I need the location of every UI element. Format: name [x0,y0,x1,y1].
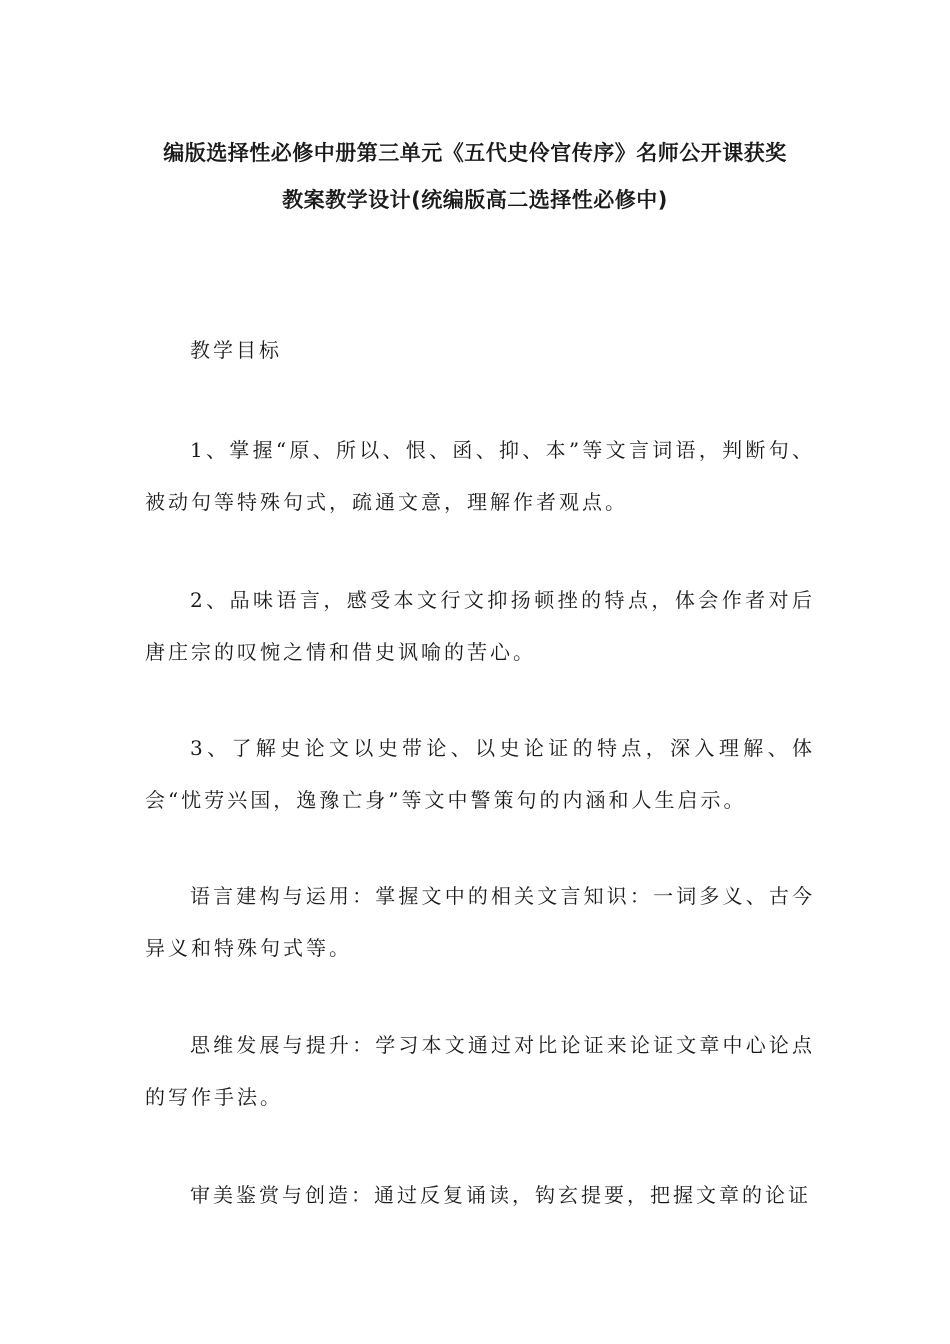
paragraph-goal-1: 1、掌握“原、所以、恨、函、抑、本”等文言词语，判断句、被动句等特殊句式，疏通文意，理解作者观点。 [145,438,815,514]
section-heading-teaching-goals: 教学目标 [190,338,282,362]
document-title-line-1: 编版选择性必修中册第三单元《五代史伶官传序》名师公开课获奖 [163,141,787,165]
paragraph-goal-3: 3、了解史论文以史带论、以史论证的特点，深入理解、体会“忧劳兴国，逸豫亡身”等文中警策句的内涵和人生启示。 [145,736,815,812]
document-title-line-2: 教案教学设计(统编版高二选择性必修中) [282,188,668,212]
paragraph-goal-2: 2、品味语言，感受本文行文抑扬顿挫的特点，体会作者对后唐庄宗的叹惋之情和借史讽喻的苦心。 [145,588,815,664]
paragraph-language-construction: 语言建构与运用：掌握文中的相关文言知识：一词多义、古今异义和特殊句式等。 [145,884,815,960]
paragraph-thinking-development: 思维发展与提升：学习本文通过对比论证来论证文章中心论点的写作手法。 [145,1033,815,1109]
paragraph-aesthetic-appreciation: 审美鉴赏与创造：通过反复诵读，钩玄提要，把握文章的论证 [190,1183,811,1207]
